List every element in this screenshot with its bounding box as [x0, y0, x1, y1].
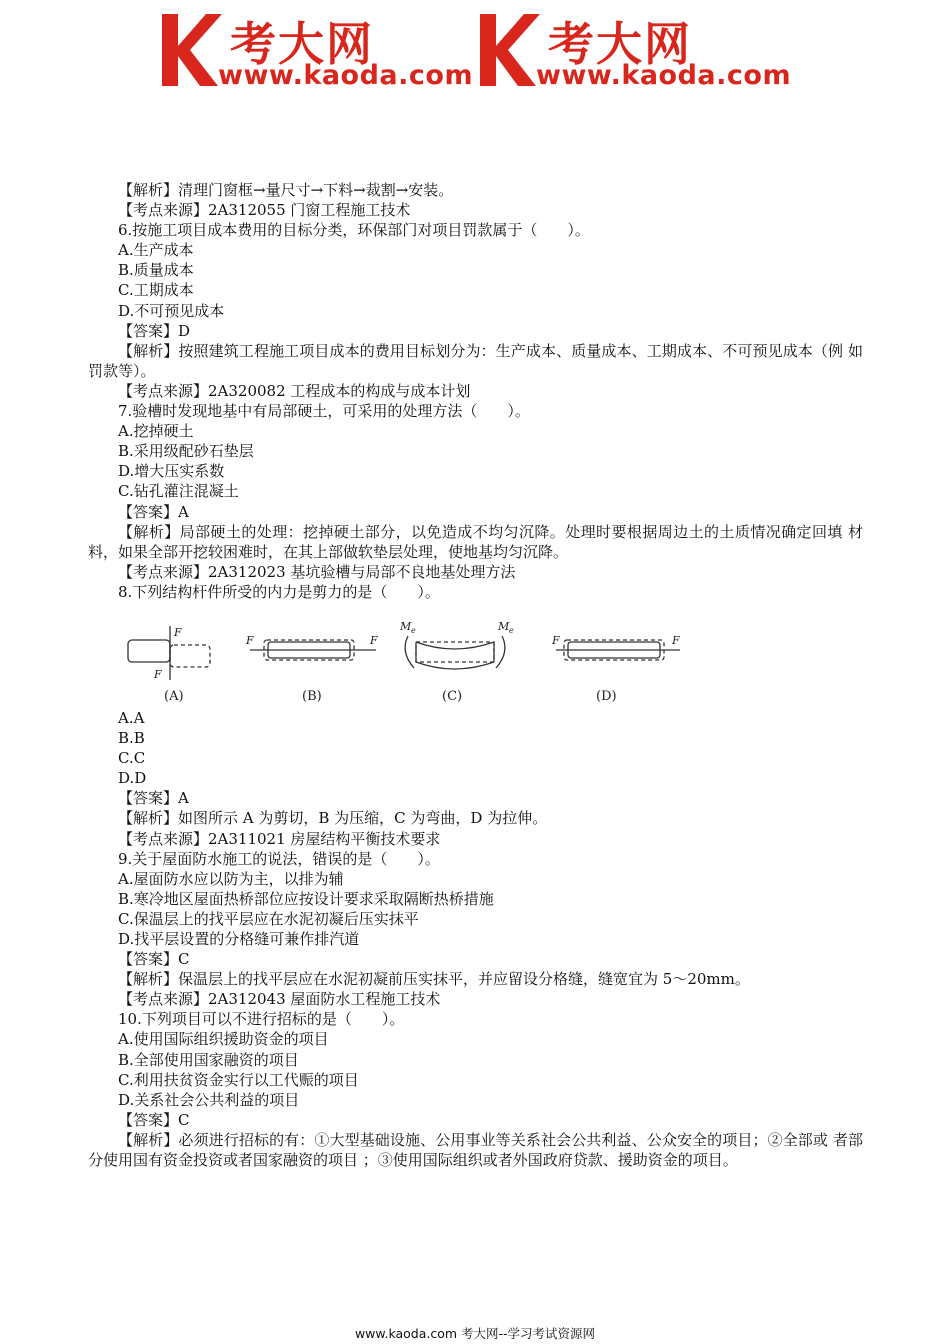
answer-line: 【答案】A: [118, 502, 189, 521]
option-b: B.全部使用国家融资的项目: [118, 1050, 299, 1069]
k-logo-icon: [160, 6, 224, 88]
analysis-paragraph: 【解析】局部硬土的处理：挖掉硬土部分，以免造成不均匀沉降。处理时要根据周边土的土质情况确定回填 材料，如果全部开挖较困难时，在其上部做软垫层处理，使地基均匀沉降。: [88, 522, 863, 561]
source-line: 【考点来源】2A320082 工程成本的构成与成本计划: [118, 381, 471, 400]
analysis-line: 【解析】清理门窗框→量尺寸→下料→裁割→安装。: [118, 181, 454, 199]
option-d: D.增大压实系数: [118, 462, 225, 481]
force-label-f: F: [154, 667, 162, 681]
page-footer: www.kaoda.com 考大网--学习考试资源网: [354, 1326, 596, 1341]
kaoda-logo-left: [160, 6, 480, 92]
source-line: 【考点来源】2A312055 门窗工程施工技术: [118, 201, 411, 220]
figure-label-b: (B): [302, 688, 322, 704]
force-label-f: F: [370, 633, 378, 647]
logo-brand-text: 考大网: [548, 17, 692, 71]
moment-label-m: M: [400, 619, 412, 633]
logo-brand-text: 考大网: [230, 17, 374, 71]
moment-label-m: M: [498, 619, 510, 633]
figure-a-shear: [128, 626, 210, 680]
figure-label-a: (A): [164, 688, 184, 704]
figure-d-tension: [556, 640, 680, 660]
analysis-line: 【解析】保温层上的找平层应在水泥初凝前压实抹平，并应留设分格缝，缝宽宜为 5～20mm。: [118, 970, 750, 989]
option-d: D.D: [118, 769, 147, 788]
figure-c-bending: [405, 636, 505, 669]
option-c: C.钻孔灌注混凝土: [118, 482, 239, 501]
question-8: 8.下列结构杆件所受的内力是剪力的是（ ）。: [118, 582, 440, 601]
force-label-f: F: [552, 633, 560, 647]
force-label-f: F: [174, 625, 182, 639]
analysis-paragraph: 【解析】必须进行招标的有：①大型基础设施、公用事业等关系社会公共利益、公众安全的项目；②全部或 者部分使用国有资金投资或者国家融资的项目 ；③使用国际组织或者外国政府贷款、援助资金的项目。: [88, 1130, 863, 1170]
logo-url-text: www.kaoda.com: [218, 60, 474, 91]
moment-label-sub: e: [411, 625, 416, 635]
option-b: B.采用级配砂石垫层: [118, 442, 254, 461]
option-d: D.找平层设置的分格缝可兼作排汽道: [118, 930, 360, 948]
figure-b-compression: [250, 640, 376, 660]
option-b: B.寒冷地区屋面热桥部位应按设计要求采取隔断热桥措施: [118, 889, 494, 908]
k-logo-icon: [478, 6, 542, 88]
source-line: 【考点来源】2A311021 房屋结构平衡技术要求: [118, 829, 441, 848]
option-a: A.A: [118, 708, 145, 727]
analysis-line: 【解析】如图所示 A 为剪切，B 为压缩，C 为弯曲，D 为拉伸。: [118, 809, 548, 828]
question-10: 10.下列项目可以不进行招标的是（ ）。: [118, 1010, 405, 1029]
question-7: 7.验槽时发现地基中有局部硬土，可采用的处理方法（ ）。: [118, 402, 530, 421]
answer-line: 【答案】C: [118, 950, 190, 969]
answer-line: 【答案】D: [118, 321, 191, 340]
question-6: 6.按施工项目成本费用的目标分类，环保部门对项目罚款属于（ ）。: [118, 221, 590, 240]
answer-line: 【答案】C: [118, 1110, 190, 1129]
source-line: 【考点来源】2A312043 屋面防水工程施工技术: [118, 990, 441, 1009]
member-force-figure: [88, 612, 863, 704]
moment-label-sub: e: [509, 625, 514, 635]
option-c: C.利用扶贫资金实行以工代赈的项目: [118, 1070, 359, 1089]
document-body: [88, 180, 863, 1170]
option-c: C.C: [118, 749, 146, 768]
logo-url-text: www.kaoda.com: [536, 60, 792, 91]
kaoda-logo-right: [478, 6, 798, 92]
option-d: D.不可预见成本: [118, 301, 225, 320]
figure-label-c: (C): [442, 688, 463, 704]
force-label-f: F: [672, 633, 680, 647]
answer-line: 【答案】A: [118, 789, 189, 808]
option-d: D.关系社会公共利益的项目: [118, 1090, 300, 1109]
question-9: 9.关于屋面防水施工的说法，错误的是（ ）。: [118, 849, 440, 868]
option-a: A.使用国际组织援助资金的项目: [118, 1030, 329, 1049]
option-b: B.B: [118, 729, 145, 748]
force-label-f: F: [246, 633, 254, 647]
option-c: C.工期成本: [118, 281, 194, 300]
option-c: C.保温层上的找平层应在水泥初凝后压实抹平: [118, 909, 419, 928]
option-a: A.生产成本: [118, 241, 194, 260]
figure-label-d: (D): [596, 688, 617, 704]
figure-svg: [124, 612, 744, 704]
option-b: B.质量成本: [118, 261, 194, 280]
source-line: 【考点来源】2A312023 基坑验槽与局部不良地基处理方法: [118, 562, 516, 581]
option-a: A.挖掉硬土: [118, 422, 194, 441]
option-a: A.屋面防水应以防为主，以排为辅: [118, 869, 344, 888]
analysis-paragraph: 【解析】按照建筑工程施工项目成本的费用目标划分为：生产成本、质量成本、工期成本、不可预见成本（例 如罚款等）。: [88, 341, 863, 380]
